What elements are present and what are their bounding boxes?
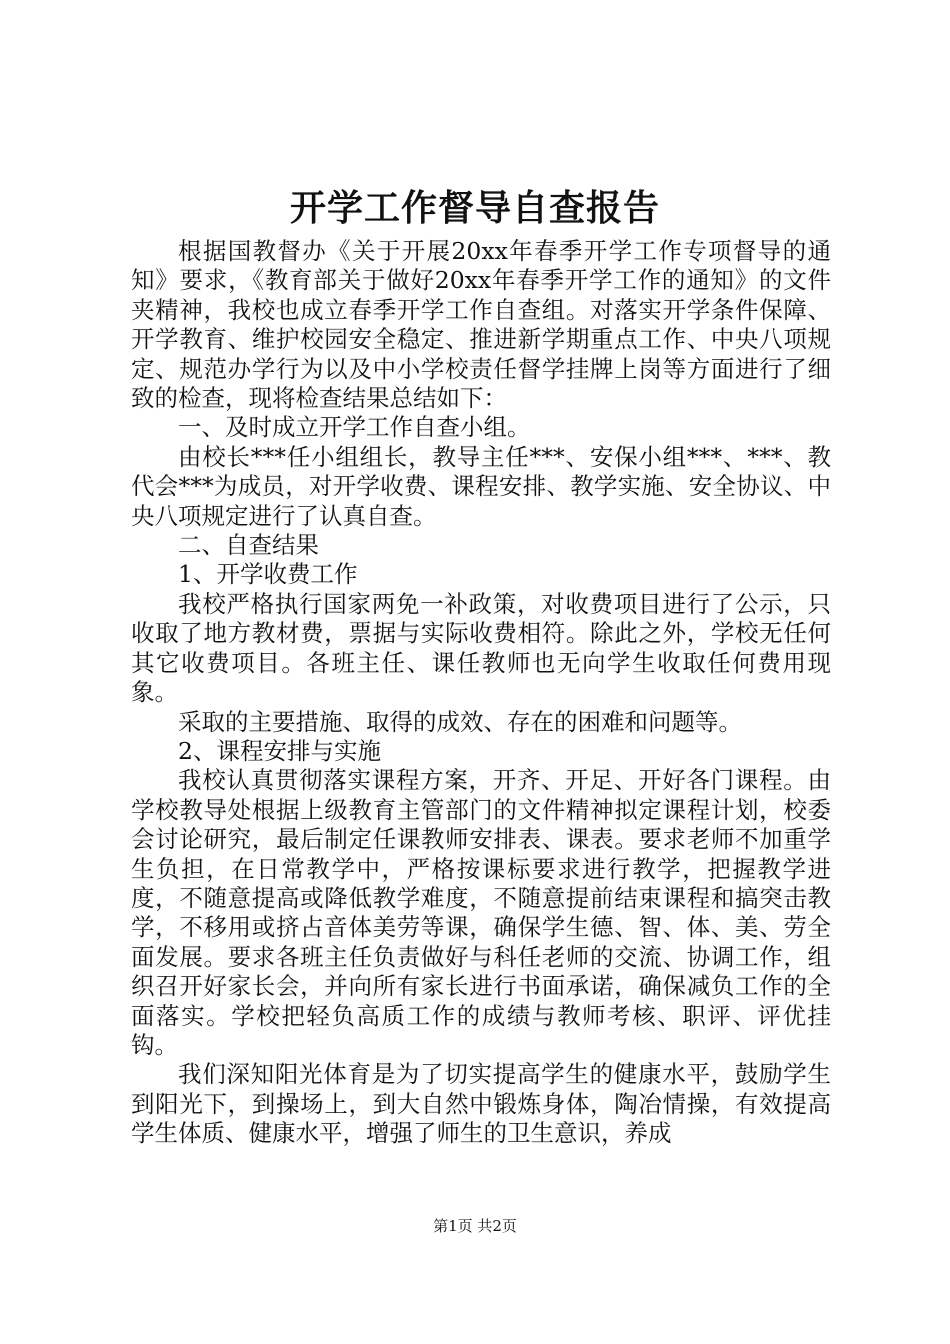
document-title: 开学工作督导自查报告 — [289, 187, 660, 229]
paragraph-sports: 我们深知阳光体育是为了切实提高学生的健康水平，鼓励学生到阳光下，到操场上，到大自然中锻炼身体，陶冶情操，有效提高学生体质、健康水平，增强了师生的卫生意识，养成 — [131, 1060, 831, 1148]
section-heading-2: 二、自查结果 — [178, 531, 319, 560]
paragraph-measures: 采取的主要措施、取得的成效、存在的困难和问题等。 — [178, 707, 742, 736]
paragraph-team: 由校长***任小组组长，教导主任***、安保小组***、***、教代会***为成员，对开学收费、课程安排、教学实施、安全协议、中央八项规定进行了认真自查。 — [131, 442, 831, 530]
paragraph-fees: 我校严格执行国家两免一补政策，对收费项目进行了公示，只收取了地方教材费，票据与实际收费相符。除此之外，学校无任何其它收费项目。各班主任、课任教师也无向学生收取任何费用现象。 — [131, 589, 831, 707]
section-heading-1: 一、及时成立开学工作自查小组。 — [178, 413, 531, 442]
page-number-footer: 第1页 共2页 — [433, 1217, 517, 1235]
document-body — [131, 237, 831, 1149]
subsection-heading-fees: 1、开学收费工作 — [178, 560, 358, 589]
subsection-heading-curriculum: 2、课程安排与实施 — [178, 736, 381, 765]
paragraph-intro: 根据国教督办《关于开展20xx年春季开学工作专项督导的通知》要求，《教育部关于做好20xx年春季开学工作的通知》的文件夹精神，我校也成立春季开学工作自查组。对落实开学条件保障、开学教育、维护校园安全稳定、推进新学期重点工作、中央八项规定、规范办学行为以及中小学校责任督学挂牌上岗等方面进行了细致的检查，现将检查结果总结如下： — [131, 237, 831, 413]
paragraph-curriculum: 我校认真贯彻落实课程方案，开齐、开足、开好各门课程。由学校教导处根据上级教育主管部门的文件精神拟定课程计划，校委会讨论研究，最后制定任课教师安排表、课表。要求老师不加重学生负担，在日常教学中，严格按课标要求进行教学，把握教学进度，不随意提高或降低教学难度，不随意提前结束课程和搞突击教学，不移用或挤占音体美劳等课，确保学生德、智、体、美、劳全面发展。要求各班主任负责做好与科任老师的交流、协调工作，组织召开好家长会，并向所有家长进行书面承诺，确保减负工作的全面落实。学校把轻负高质工作的成绩与教师考核、职评、评优挂钩。 — [131, 766, 831, 1059]
